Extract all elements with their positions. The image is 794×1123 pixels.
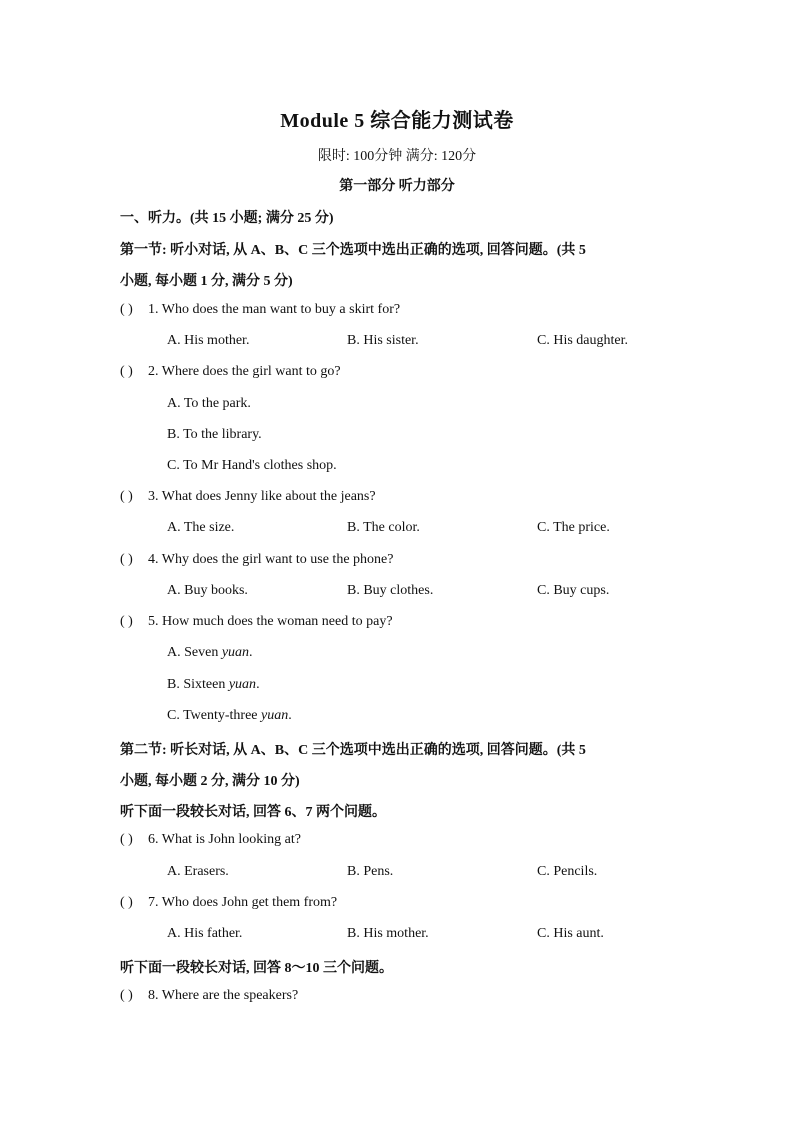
question-text: 1. Who does the man want to buy a skirt for?	[148, 302, 401, 317]
question-text: 5. How much does the woman need to pay?	[148, 614, 393, 629]
option-a: A. His mother.	[167, 333, 250, 348]
unit-yuan: yuan	[261, 708, 289, 723]
answer-blank[interactable]: ( )	[120, 832, 133, 847]
answer-blank[interactable]: ( )	[120, 895, 133, 910]
dialogue-instruction-8-10: 听下面一段较长对话, 回答 8～10 三个问题。	[120, 961, 393, 976]
question-7	[120, 895, 337, 911]
question-text: 3. What does Jenny like about the jeans?	[148, 489, 376, 504]
subsection2-instruction-line1: 第二节: 听长对话, 从 A、B、C 三个选项中选出正确的选项, 回答问题。(共 5	[120, 743, 586, 758]
answer-blank[interactable]: ( )	[120, 614, 133, 629]
question-5	[120, 614, 393, 630]
question-3	[120, 489, 376, 505]
question-text: 6. What is John looking at?	[148, 832, 301, 847]
page-title: Module 5 综合能力测试卷	[280, 110, 514, 132]
option-a: A. His father.	[167, 926, 243, 941]
option-b: B. Pens.	[347, 864, 394, 879]
question-text: 4. Why does the girl want to use the phone?	[148, 552, 394, 567]
question-text: 2. Where does the girl want to go?	[148, 364, 341, 379]
answer-blank[interactable]: ( )	[120, 988, 133, 1003]
question-4	[120, 552, 393, 568]
unit-yuan: yuan	[228, 677, 257, 692]
question-text: 7. Who does John get them from?	[148, 895, 338, 910]
option-b: B. The color.	[347, 520, 420, 535]
option-c: C. Pencils.	[537, 864, 598, 879]
dialogue-instruction-6-7: 听下面一段较长对话, 回答 6、7 两个问题。	[120, 805, 386, 820]
question-1	[120, 302, 400, 318]
unit-yuan: yuan	[221, 645, 250, 660]
answer-blank[interactable]: ( )	[120, 552, 133, 567]
subsection1-instruction-line2: 小题, 每小题 1 分, 满分 5 分)	[120, 274, 293, 289]
answer-blank[interactable]: ( )	[120, 302, 133, 317]
subsection2-instruction-line2: 小题, 每小题 2 分, 满分 10 分)	[120, 774, 300, 789]
section-heading: 一、听力。(共 15 小题; 满分 25 分)	[120, 211, 334, 226]
option-c: C. To Mr Hand's clothes shop.	[167, 458, 337, 473]
question-8	[120, 988, 298, 1004]
option-c: C. Twenty-three yuan.	[167, 708, 292, 723]
option-b: B. Sixteen yuan.	[167, 677, 260, 692]
option-c: C. His aunt.	[537, 926, 604, 941]
option-a: A. Erasers.	[167, 864, 229, 879]
option-c: C. The price.	[537, 520, 610, 535]
option-a: A. The size.	[167, 520, 235, 535]
option-c: C. Buy cups.	[537, 583, 610, 598]
answer-blank[interactable]: ( )	[120, 489, 133, 504]
answer-blank[interactable]: ( )	[120, 364, 133, 379]
option-b: B. His sister.	[347, 333, 419, 348]
option-b: B. His mother.	[347, 926, 429, 941]
subsection1-instruction-line1: 第一节: 听小对话, 从 A、B、C 三个选项中选出正确的选项, 回答问题。(共 5	[120, 243, 586, 258]
question-2	[120, 364, 341, 380]
option-a: A. Seven yuan.	[167, 645, 253, 660]
option-b: B. To the library.	[167, 427, 262, 442]
time-and-score: 限时: 100分钟 满分: 120分	[317, 149, 477, 164]
question-text: 8. Where are the speakers?	[148, 988, 299, 1003]
option-c: C. His daughter.	[537, 333, 628, 348]
option-a: A. Buy books.	[167, 583, 248, 598]
question-6	[120, 832, 301, 848]
part-heading: 第一部分 听力部分	[339, 179, 455, 194]
option-a: A. To the park.	[167, 396, 251, 411]
option-b: B. Buy clothes.	[347, 583, 434, 598]
